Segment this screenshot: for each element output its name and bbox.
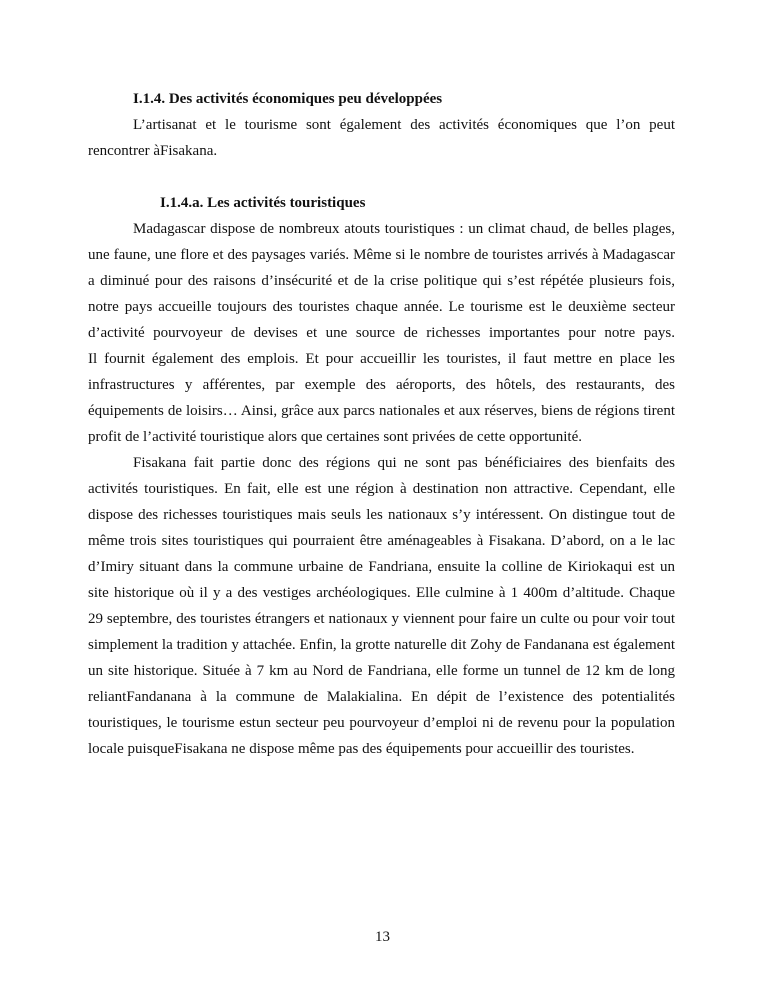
text-line: infrastructures y afférentes, par exemple des aéroports, des hôtels, des restaurants, des <box>88 377 675 393</box>
text-line: une faune, une flore et des paysages variés. Même si le nombre de touristes arrivés à Madagascar <box>88 247 675 263</box>
paragraph-tourism-fisakana <box>88 450 675 762</box>
subsection-heading: I.1.4.a. Les activités touristiques <box>160 195 366 211</box>
text-line: d’activité pourvoyeur de devises et une source de richesses importantes pour notre pays. <box>88 325 675 341</box>
page-body <box>88 86 675 762</box>
intro-paragraph <box>88 112 675 164</box>
text-line: reliantFandanana à la commune de Malakialina. En dépit de l’existence des potentialités <box>88 689 675 705</box>
text-line: simplement la tradition y attachée. Enfin, la grotte naturelle dit Zohy de Fandanana est également <box>88 637 675 653</box>
text-line: profit de l’activité touristique alors que certaines sont privées de cette opportunité. <box>88 429 583 445</box>
text-line: activités touristiques. En fait, elle est une région à destination non attractive. Cependant, elle <box>88 481 675 497</box>
text-line: Madagascar dispose de nombreux atouts touristiques : un climat chaud, de belles plages, <box>133 221 675 237</box>
text-line: Fisakana fait partie donc des régions qui ne sont pas bénéficiaires des bienfaits des <box>133 455 675 471</box>
page-number: 13 <box>375 929 390 945</box>
text-line: Il fournit également des emplois. Et pour accueillir les touristes, il faut mettre en place les <box>88 351 675 367</box>
text-line: notre pays accueille toujours des touristes chaque année. Le tourisme est le deuxième secteur <box>88 299 675 315</box>
section-heading: I.1.4. Des activités économiques peu développées <box>133 91 443 107</box>
text-line: locale puisqueFisakana ne dispose même pas des équipements pour accueillir des touristes. <box>88 741 635 757</box>
text-line: L’artisanat et le tourisme sont également des activités économiques que l’on peut <box>133 117 675 133</box>
text-line: a diminué pour des raisons d’insécurité et de la crise politique qui s’est répétée plusieurs fois, <box>88 273 675 289</box>
paragraph-tourism-madagascar <box>88 216 675 450</box>
text-line: dispose des richesses touristiques mais seuls les nationaux s’y intéressent. On distingue tout de <box>88 507 675 523</box>
text-line: rencontrer àFisakana. <box>88 143 218 159</box>
text-line: d’Imiry situant dans la commune urbaine de Fandriana, ensuite la colline de Kiriokaqui est un <box>88 559 675 575</box>
text-line: touristiques, le tourisme estun secteur peu pourvoyeur d’emploi ni de revenu pour la population <box>88 715 675 731</box>
blank-line <box>88 164 675 190</box>
text-line: équipements de loisirs… Ainsi, grâce aux parcs nationales et aux réserves, biens de régions tirent <box>88 403 675 419</box>
text-line: site historique où il y a des vestiges archéologiques. Elle culmine à 1 400m d’altitude. Chaque <box>88 585 675 601</box>
text-line: même trois sites touristiques qui pourraient être aménageables à Fisakana. D’abord, on a le lac <box>88 533 675 549</box>
text-line: un site historique. Située à 7 km au Nord de Fandriana, elle forme un tunnel de 12 km de long <box>88 663 675 679</box>
text-line: 29 septembre, des touristes étrangers et nationaux y viennent pour faire un culte ou pour voir tout <box>88 611 675 627</box>
